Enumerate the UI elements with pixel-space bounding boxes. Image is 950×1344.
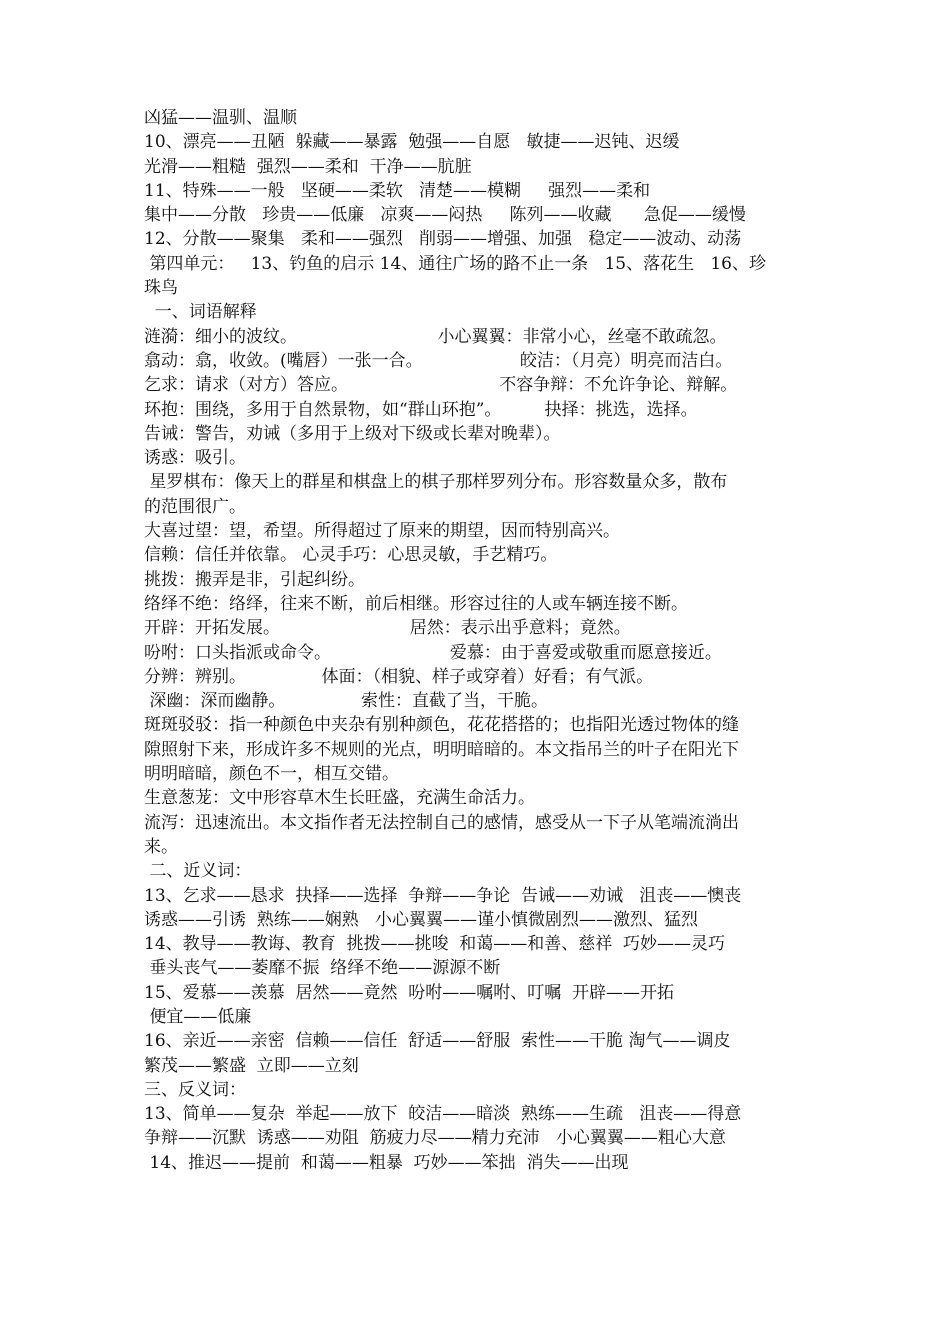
text-line: 16、亲近——亲密 信赖——信任 舒适——舒服 索性——干脆 淘气——调皮 [144, 1031, 731, 1052]
text-line: 挑拨：搬弄是非，引起纠纷。 [144, 569, 365, 590]
text-line: 深幽：深而幽静。 索性：直截了当，干脆。 [144, 691, 549, 712]
text-line: 告诫：警告，劝诫（多用于上级对下级或长辈对晚辈）。 [144, 423, 561, 444]
document-body [144, 106, 816, 1175]
text-line: 星罗棋布：像天上的群星和棋盘上的棋子那样罗列分布。形容数量众多，散布 [144, 472, 728, 493]
text-line: 光滑——粗糙 强烈——柔和 干净——肮脏 [144, 156, 472, 177]
section-heading: 三、反义词： [144, 1079, 246, 1100]
text-line: 凶猛——温驯、温顺 [144, 108, 297, 128]
text-line: 来。 [144, 836, 178, 857]
text-line: 乞求：请求（对方）答应。 不容争辩：不允许争论、辩解。 [144, 375, 738, 396]
text-line: 集中——分散 珍贵——低廉 凉爽——闷热 陈列——收藏 急促——缓慢 [144, 205, 746, 226]
text-line: 隙照射下来，形成许多不规则的光点，明明暗暗的。本文指吊兰的叶子在阳光下 [144, 739, 739, 760]
text-line: 明明暗暗，颜色不一，相互交错。 [144, 764, 399, 785]
text-line: 10、漂亮——丑陋 躲藏——暴露 勉强——自愿 敏捷——迟钝、迟缓 [144, 132, 680, 153]
section-heading: 二、近义词： [144, 861, 252, 882]
text-line: 12、分散——聚集 柔和——强烈 削弱——增强、加强 稳定——波动、动荡 [144, 229, 742, 250]
text-line: 流泻：迅速流出。本文指作者无法控制自己的感情，感受从一下子从笔端流淌出 [144, 812, 739, 833]
section-heading: 一、词语解释 [144, 302, 257, 323]
text-line: 11、特殊——一般 坚硬——柔软 清楚——模糊 强烈——柔和 [144, 180, 651, 201]
text-line: 环抱：围绕，多用于自然景物，如“群山环抱”。 抉择：挑选，选择。 [144, 399, 698, 420]
text-line: 斑斑驳驳：指一种颜色中夹杂有别种颜色，花花搭搭的；也指阳光透过物体的缝 [144, 715, 739, 736]
text-line: 络绎不绝：络绎，往来不断，前后相继。形容过往的人或车辆连接不断。 [144, 593, 688, 614]
text-line: 15、爱慕——羡慕 居然——竟然 吩咐——嘱咐、叮嘱 开辟——开拓 [144, 982, 675, 1003]
text-line: 的范围很广。 [144, 496, 246, 517]
text-line: 争辩——沉默 诱惑——劝阻 筋疲力尽——精力充沛 小心翼翼——粗心大意 [144, 1128, 726, 1149]
text-line: 垂头丧气——萎靡不振 络绎不绝——源源不断 [144, 958, 501, 979]
text-line: 诱惑——引诱 熟练——娴熟 小心翼翼——谨小慎微剧烈——激烈、猛烈 [144, 909, 699, 930]
text-line: 珠鸟 [144, 278, 178, 299]
text-line: 大喜过望：望，希望。所得超过了原来的期望，因而特别高兴。 [144, 521, 620, 542]
text-line: 14、推迟——提前 和蔼——粗暴 巧妙——笨拙 消失——出现 [144, 1152, 629, 1173]
text-line: 13、乞求——恳求 抉择——选择 争辩——争论 告诫——劝诫 沮丧——懊丧 [144, 885, 742, 906]
text-line: 信赖：信任并依靠。 心灵手巧：心思灵敏，手艺精巧。 [144, 545, 558, 566]
text-line: 开辟：开拓发展。 居然：表示出乎意料；竟然。 [144, 618, 631, 639]
unit-heading: 第四单元： 13、钓鱼的启示 14、通往广场的路不止一条 15、落花生 16、珍 [144, 253, 766, 274]
text-line: 翕动：翕，收敛。(嘴唇）一张一合。 皎洁：（月亮）明亮而洁白。 [144, 350, 733, 371]
text-line: 13、简单——复杂 举起——放下 皎洁——暗淡 熟练——生疏 沮丧——得意 [144, 1104, 742, 1125]
text-line: 分辨：辨别。 体面：（相貌、样子或穿着）好看；有气派。 [144, 666, 654, 687]
text-line: 生意葱茏：文中形容草木生长旺盛，充满生命活力。 [144, 788, 535, 809]
text-line: 14、教导——教诲、教育 挑拨——挑唆 和蔼——和善、慈祥 巧妙——灵巧 [144, 934, 726, 955]
text-line: 吩咐：口头指派或命令。 爱慕：由于喜爱或敬重而愿意接近。 [144, 642, 722, 663]
text-line: 繁茂——繁盛 立即——立刻 [144, 1055, 359, 1076]
text-line: 涟漪：细小的波纹。 小心翼翼：非常小心，丝毫不敢疏忽。 [144, 326, 727, 347]
text-line: 便宜——低廉 [144, 1006, 252, 1027]
text-line: 诱惑：吸引。 [144, 448, 246, 469]
